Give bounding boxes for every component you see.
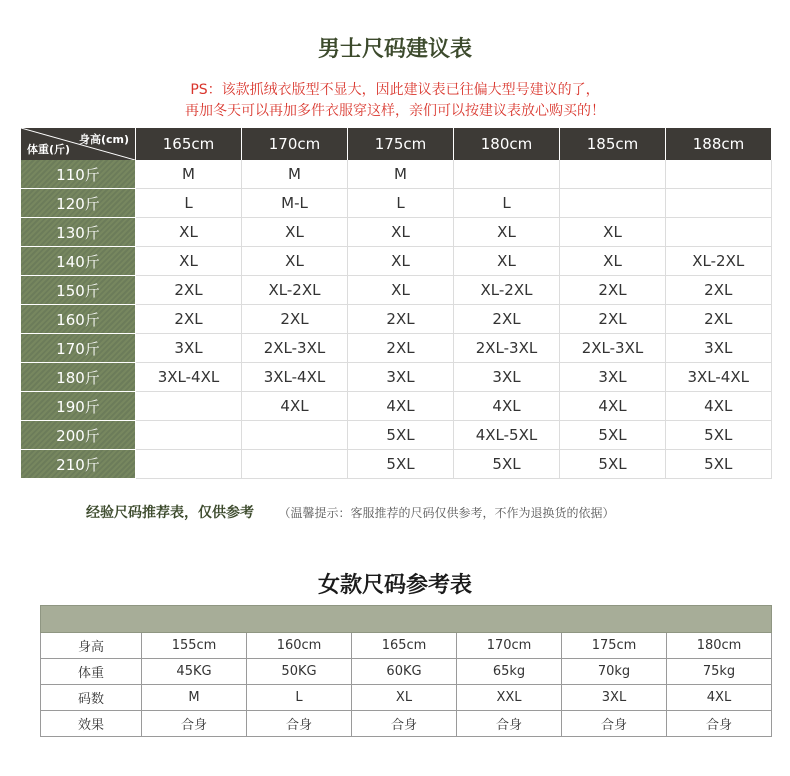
value-cell: 3XL — [562, 685, 667, 711]
value-cell: 4XL — [667, 685, 772, 711]
size-cell: 2XL — [560, 276, 666, 305]
size-cell: M — [136, 160, 242, 189]
men-table-row — [21, 218, 771, 247]
value-cell: 170cm — [457, 633, 562, 659]
size-cell — [666, 160, 772, 189]
weight-label: 210斤 — [21, 450, 136, 479]
size-cell: M — [348, 160, 454, 189]
height-header: 170cm — [242, 128, 348, 160]
women-header-band — [41, 606, 772, 633]
size-cell: XL — [348, 218, 454, 247]
size-cell — [454, 160, 560, 189]
size-cell: 2XL-3XL — [454, 334, 560, 363]
size-cell — [242, 450, 348, 479]
size-cell: 3XL — [666, 334, 772, 363]
value-cell: 合身 — [142, 711, 247, 737]
size-cell: 2XL — [348, 334, 454, 363]
value-cell: M — [142, 685, 247, 711]
men-table-row — [21, 334, 771, 363]
height-header: 165cm — [136, 128, 242, 160]
corner-height-label: 身高(cm) — [78, 133, 129, 146]
size-cell: XL-2XL — [454, 276, 560, 305]
size-cell: 2XL — [560, 305, 666, 334]
women-size-title: 女款尺码参考表 — [317, 573, 472, 598]
header-band — [41, 606, 772, 633]
size-cell: 3XL — [560, 363, 666, 392]
value-cell: 175cm — [562, 633, 667, 659]
size-cell: 5XL — [560, 421, 666, 450]
value-cell: 160cm — [247, 633, 352, 659]
size-cell: 4XL — [242, 392, 348, 421]
size-cell: 3XL — [348, 363, 454, 392]
size-cell: XL-2XL — [666, 247, 772, 276]
size-cell: 2XL — [666, 276, 772, 305]
value-cell: L — [247, 685, 352, 711]
height-header: 180cm — [454, 128, 560, 160]
value-cell: 65kg — [457, 659, 562, 685]
weight-label: 130斤 — [21, 218, 136, 247]
size-cell: XL — [242, 247, 348, 276]
row-label: 码数 — [41, 685, 142, 711]
size-cell: 3XL — [454, 363, 560, 392]
size-cell: 5XL — [560, 450, 666, 479]
size-cell: 2XL — [666, 305, 772, 334]
size-cell — [136, 421, 242, 450]
value-cell: 合身 — [247, 711, 352, 737]
men-table-row — [21, 363, 771, 392]
size-cell: 2XL — [136, 276, 242, 305]
size-cell: 5XL — [348, 450, 454, 479]
weight-label: 180斤 — [21, 363, 136, 392]
value-cell: 155cm — [142, 633, 247, 659]
size-cell: 5XL — [348, 421, 454, 450]
weight-label: 110斤 — [21, 160, 136, 189]
weight-label: 150斤 — [21, 276, 136, 305]
men-table-row — [21, 305, 771, 334]
size-cell — [136, 392, 242, 421]
size-cell: XL — [560, 218, 666, 247]
women-table-row — [41, 633, 772, 659]
men-table-row — [21, 247, 771, 276]
size-cell: L — [454, 189, 560, 218]
men-table-row — [21, 421, 771, 450]
weight-label: 160斤 — [21, 305, 136, 334]
size-cell: XL — [348, 247, 454, 276]
size-cell: 3XL-4XL — [242, 363, 348, 392]
weight-label: 190斤 — [21, 392, 136, 421]
recommendation-note-tip: （温馨提示：客服推荐的尺码仅供参考，不作为退换货的依据） — [278, 506, 615, 520]
women-table-row — [41, 685, 772, 711]
size-cell: 5XL — [666, 421, 772, 450]
size-cell: XL-2XL — [242, 276, 348, 305]
size-cell: 2XL-3XL — [242, 334, 348, 363]
size-cell — [560, 189, 666, 218]
size-cell: M-L — [242, 189, 348, 218]
value-cell: 70kg — [562, 659, 667, 685]
value-cell: 75kg — [667, 659, 772, 685]
size-cell: L — [136, 189, 242, 218]
size-cell: 2XL — [454, 305, 560, 334]
value-cell: 45KG — [142, 659, 247, 685]
women-table-row — [41, 659, 772, 685]
value-cell: 合身 — [667, 711, 772, 737]
men-table-row — [21, 189, 771, 218]
men-table-row — [21, 450, 771, 479]
size-cell: 4XL — [560, 392, 666, 421]
size-cell: 3XL — [136, 334, 242, 363]
women-size-table — [40, 605, 772, 737]
size-cell: 2XL — [348, 305, 454, 334]
men-header-row — [21, 128, 771, 160]
size-cell: 3XL-4XL — [136, 363, 242, 392]
size-cell: L — [348, 189, 454, 218]
size-cell: XL — [454, 247, 560, 276]
weight-label: 140斤 — [21, 247, 136, 276]
size-cell: M — [242, 160, 348, 189]
note-line-2: 再加冬天可以再加多件衣服穿这样，亲们可以按建议表放心购买的！ — [185, 103, 605, 119]
value-cell: XL — [352, 685, 457, 711]
row-label: 效果 — [41, 711, 142, 737]
weight-label: 120斤 — [21, 189, 136, 218]
size-cell: XL — [136, 218, 242, 247]
value-cell: 合身 — [562, 711, 667, 737]
row-label: 体重 — [41, 659, 142, 685]
size-cell: XL — [454, 218, 560, 247]
note-line-1: PS：该款抓绒衣版型不显大，因此建议表已往偏大型号建议的了， — [190, 82, 600, 98]
size-cell: 4XL — [454, 392, 560, 421]
weight-label: 200斤 — [21, 421, 136, 450]
size-cell: 4XL-5XL — [454, 421, 560, 450]
size-cell: 4XL — [666, 392, 772, 421]
size-cell — [666, 218, 772, 247]
women-table-row — [41, 711, 772, 737]
size-cell: 4XL — [348, 392, 454, 421]
value-cell: 50KG — [247, 659, 352, 685]
size-cell: 5XL — [454, 450, 560, 479]
size-cell: XL — [136, 247, 242, 276]
weight-label: 170斤 — [21, 334, 136, 363]
value-cell: 合身 — [457, 711, 562, 737]
height-header: 175cm — [348, 128, 454, 160]
value-cell: 合身 — [352, 711, 457, 737]
size-cell: 3XL-4XL — [666, 363, 772, 392]
corner-weight-label: 体重(斤) — [27, 143, 71, 156]
men-size-table — [21, 128, 772, 479]
row-label: 身高 — [41, 633, 142, 659]
size-cell — [136, 450, 242, 479]
value-cell: 165cm — [352, 633, 457, 659]
value-cell: 180cm — [667, 633, 772, 659]
value-cell: 60KG — [352, 659, 457, 685]
size-cell — [242, 421, 348, 450]
size-cell: XL — [242, 218, 348, 247]
height-header: 185cm — [560, 128, 666, 160]
size-cell: 2XL — [242, 305, 348, 334]
men-table-row — [21, 276, 771, 305]
recommendation-note-main: 经验尺码推荐表，仅供参考 — [86, 505, 254, 521]
size-cell — [666, 189, 772, 218]
size-cell: 2XL — [136, 305, 242, 334]
men-size-title: 男士尺码建议表 — [317, 37, 472, 62]
size-cell: 2XL-3XL — [560, 334, 666, 363]
men-table-row — [21, 160, 771, 189]
size-cell: 5XL — [666, 450, 772, 479]
size-cell: XL — [560, 247, 666, 276]
value-cell: XXL — [457, 685, 562, 711]
recommendation-note — [86, 502, 614, 522]
men-table-row — [21, 392, 771, 421]
corner-cell — [21, 128, 136, 160]
size-cell: XL — [348, 276, 454, 305]
height-header: 188cm — [666, 128, 772, 160]
size-cell — [560, 160, 666, 189]
